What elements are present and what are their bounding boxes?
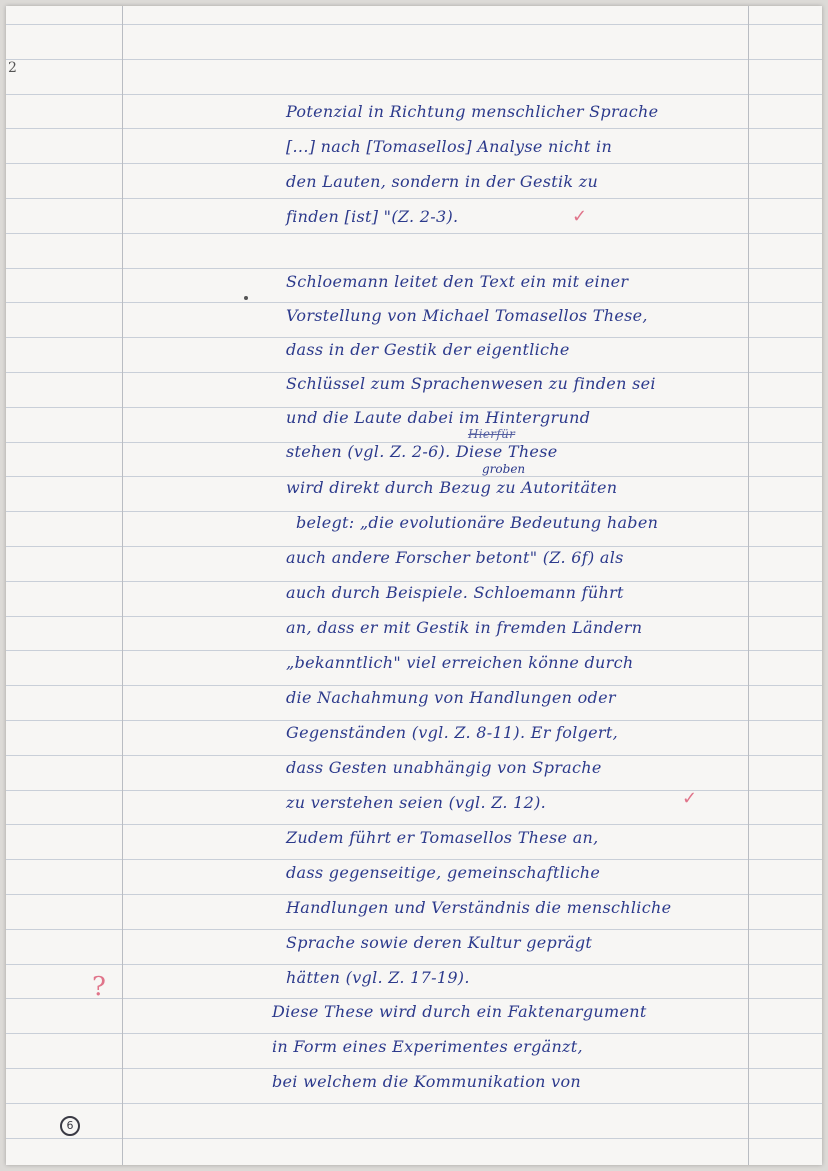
handwritten-line: in Form eines Experimentes ergänzt, (272, 1037, 583, 1056)
ruling-line (6, 964, 822, 965)
ruling-line (6, 685, 822, 686)
ruling-line (6, 24, 822, 25)
handwritten-line: dass in der Gestik der eigentliche (286, 340, 570, 359)
handwritten-line: Potenzial in Richtung menschlicher Sprache (286, 102, 659, 121)
left-margin-line (122, 6, 123, 1165)
handwritten-line: Handlungen und Verständnis die menschliche (286, 898, 672, 917)
ruling-line (6, 650, 822, 651)
ruling-line (6, 998, 822, 999)
handwritten-line: Diese These wird durch ein Faktenargument (272, 1002, 647, 1021)
handwritten-line: die Nachahmung von Handlungen oder (286, 688, 616, 707)
ruling-line (6, 128, 822, 129)
ruling-line (6, 59, 822, 60)
handwritten-line: Gegenständen (vgl. Z. 8-11). Er folgert, (286, 723, 618, 742)
handwritten-line: Zudem führt er Tomasellos These an, (286, 828, 599, 847)
handwritten-line: den Lauten, sondern in der Gestik zu (286, 172, 599, 191)
ruling-line (6, 894, 822, 895)
ruling-line (6, 476, 822, 477)
handwritten-line: belegt: „die evolutionäre Bedeutung haben (296, 513, 659, 532)
ruling-line (6, 372, 822, 373)
check-mark-icon: ✓ (682, 788, 698, 809)
handwritten-line: an, dass er mit Gestik in fremden Ländern (286, 618, 643, 637)
margin-question-mark: ? (92, 972, 106, 1002)
handwritten-line: dass gegenseitige, gemeinschaftliche (286, 863, 601, 882)
handwritten-line: Schlüssel zum Sprachenwesen zu finden sei (286, 374, 656, 393)
ruling-line (6, 1068, 822, 1069)
handwritten-line: wird direkt durch Bezug zu Autoritäten (286, 478, 618, 497)
ruling-line (6, 198, 822, 199)
handwritten-line: dass Gesten unabhängig von Sprache (286, 758, 602, 777)
handwritten-line: [...] nach [Tomasellos] Analyse nicht in (286, 137, 613, 156)
handwritten-line: „bekanntlich" viel erreichen könne durch (286, 653, 634, 672)
ruling-line (6, 163, 822, 164)
ruling-line (6, 929, 822, 930)
ruling-line (6, 790, 822, 791)
ruling-line (6, 1103, 822, 1104)
page-number: 6 (60, 1116, 80, 1136)
ruling-line (6, 720, 822, 721)
ruling-line (6, 1033, 822, 1034)
handwritten-line: auch durch Beispiele. Schloemann führt (286, 583, 624, 602)
handwritten-line: hätten (vgl. Z. 17-19). (286, 968, 470, 987)
ruling-line (6, 824, 822, 825)
ink-dot (244, 296, 248, 300)
handwritten-line: und die Laute dabei im Hintergrund (286, 408, 591, 427)
handwritten-line: Schloemann leitet den Text ein mit einer (286, 272, 629, 291)
ruling-line (6, 581, 822, 582)
handwritten-line: Vorstellung von Michael Tomasellos These, (286, 306, 648, 325)
check-mark-icon: ✓ (572, 206, 588, 227)
ruling-line (6, 546, 822, 547)
ruling-line (6, 616, 822, 617)
inserted-word: groben (482, 462, 526, 476)
top-left-mark: 2 (8, 60, 17, 76)
ruling-line (6, 859, 822, 860)
ruling-line (6, 302, 822, 303)
handwritten-line: auch andere Forscher betont" (Z. 6f) als (286, 548, 624, 567)
ruling-line (6, 1138, 822, 1139)
handwritten-line: stehen (vgl. Z. 2-6). Diese These (286, 442, 558, 461)
ruling-line (6, 268, 822, 269)
handwritten-line: zu verstehen seien (vgl. Z. 12). (286, 793, 547, 812)
ruling-line (6, 337, 822, 338)
struck-word: Hierfür (468, 427, 516, 441)
ruling-line (6, 94, 822, 95)
right-margin-line (748, 6, 749, 1165)
handwritten-line: finden [ist] "(Z. 2-3). (286, 207, 459, 226)
ruling-line (6, 233, 822, 234)
handwritten-line: Sprache sowie deren Kultur geprägt (286, 933, 593, 952)
handwritten-line: bei welchem die Kommunikation von (272, 1072, 582, 1091)
notebook-page (6, 6, 822, 1165)
ruling-line (6, 511, 822, 512)
ruling-line (6, 755, 822, 756)
